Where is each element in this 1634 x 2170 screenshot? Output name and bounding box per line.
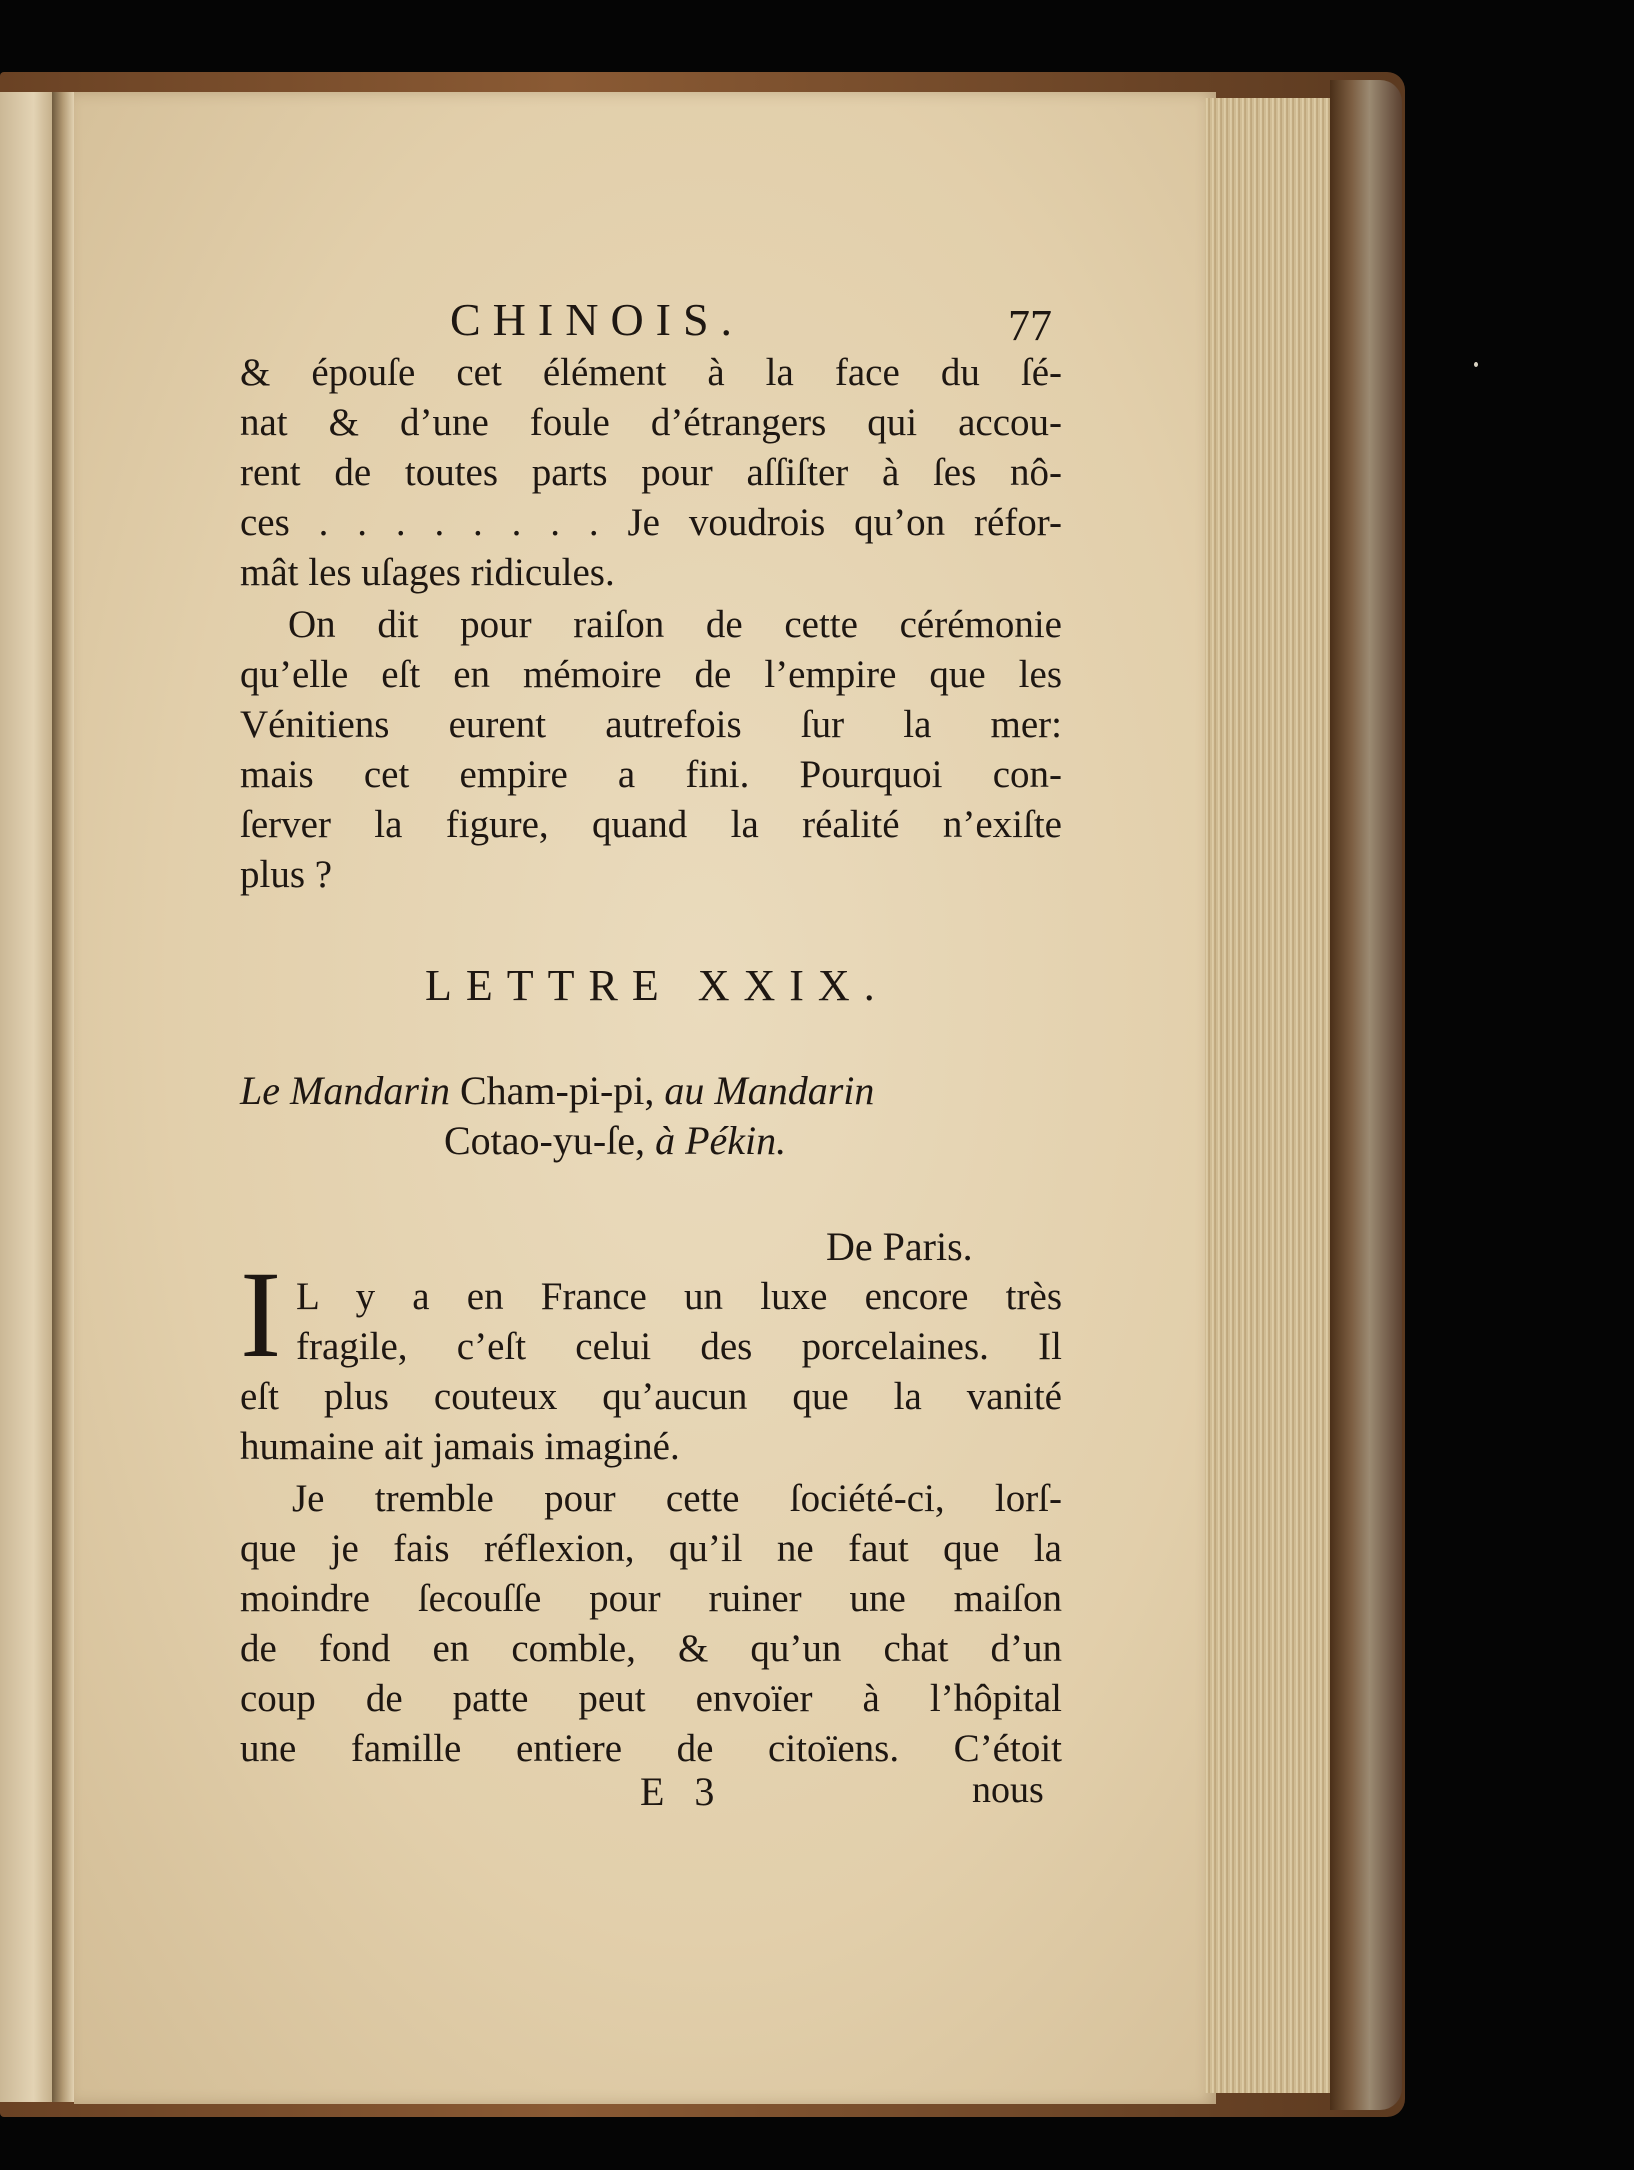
text-line: que je fais réflexion, qu’il ne faut que la (240, 1527, 1062, 1570)
text-line: une famille entiere de citoïens. C’étoit (240, 1727, 1062, 1770)
page-number: 77 (1008, 301, 1052, 350)
text-line: humaine ait jamais imaginé. (240, 1425, 680, 1468)
text-line: Vénitiens eurent autrefois ſur la mer: (240, 703, 1062, 746)
text-line: On dit pour raiſon de cette cérémonie (288, 603, 1062, 646)
address-italic: à Pékin. (655, 1118, 787, 1163)
text-line: ces . . . . . . . . Je voudrois qu’on réfor- (240, 501, 1062, 544)
address-name: Cham-pi-pi, (450, 1068, 665, 1113)
letter-address-line-2 (444, 1118, 786, 1164)
address-italic: au Mandarin (664, 1068, 875, 1113)
letter-title: LETTRE XXIX. (425, 961, 889, 1010)
page-edges (1205, 98, 1335, 2093)
text-line: qu’elle eſt en mémoire de l’empire que les (240, 653, 1062, 696)
text-line: rent de toutes parts pour aſſiſter à ſes nô- (240, 451, 1062, 494)
letter-place: De Paris. (826, 1224, 973, 1269)
text-line: ſerver la figure, quand la réalité n’exiſte (240, 803, 1062, 846)
address-italic: Le Mandarin (240, 1068, 450, 1113)
text-line: de fond en comble, & qu’un chat d’un (240, 1627, 1062, 1670)
text-line: L y a en France un luxe encore très (296, 1275, 1062, 1318)
cover-board-edge (1330, 80, 1402, 2110)
address-name: Cotao-yu-ſe, (444, 1118, 656, 1163)
text-line: & épouſe cet élément à la face du ſé- (240, 351, 1062, 394)
dust-speck (1474, 362, 1478, 367)
text-line: Je tremble pour cette ſociété-ci, lorſ- (292, 1477, 1062, 1520)
signature-mark: E 3 (640, 1769, 725, 1814)
running-head: CHINOIS. (450, 294, 745, 345)
text-line: mât les uſages ridicules. (240, 551, 615, 594)
text-line: plus ? (240, 853, 333, 896)
text-line: moindre ſecouſſe pour ruiner une maiſon (240, 1577, 1062, 1620)
drop-cap: I (240, 1246, 282, 1383)
book-gutter (52, 92, 74, 2102)
text-line: mais cet empire a fini. Pourquoi con- (240, 753, 1062, 796)
text-line: eſt plus couteux qu’aucun que la vanité (240, 1375, 1062, 1418)
catchword: nous (972, 1769, 1044, 1811)
text-line: fragile, c’eſt celui des porcelaines. Il (296, 1325, 1062, 1368)
left-page-edge (0, 92, 56, 2102)
text-line: nat & d’une foule d’étrangers qui accou- (240, 401, 1062, 444)
text-line: coup de patte peut envoïer à l’hôpital (240, 1677, 1062, 1720)
letter-address-line-1 (240, 1068, 874, 1114)
